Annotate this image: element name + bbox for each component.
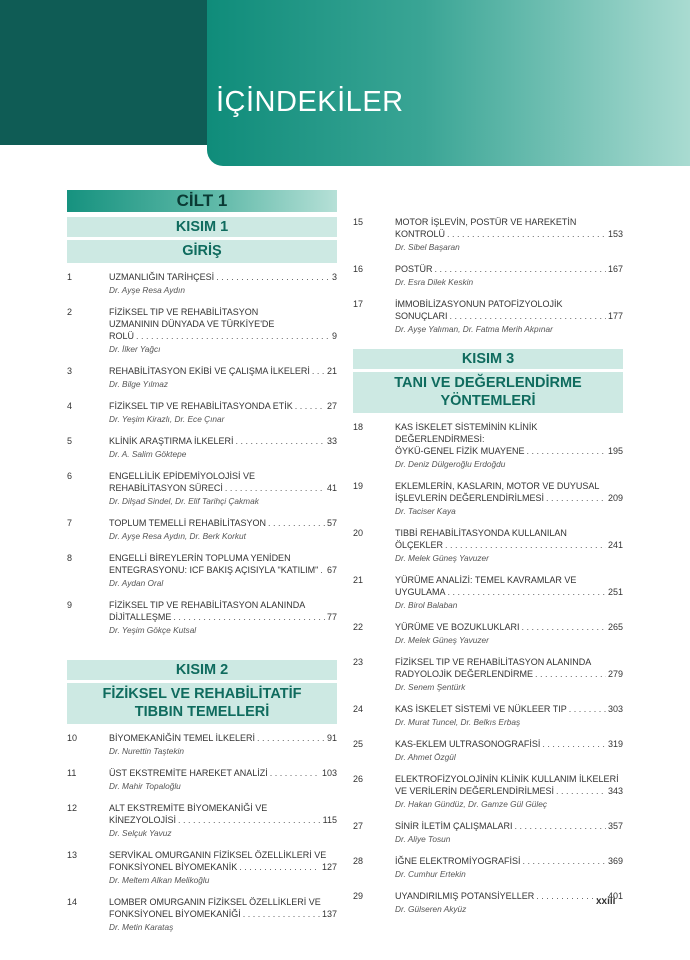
- chapter-title-last-line: [109, 861, 337, 873]
- chapter-title-line: İĞNE ELEKTROMİYOGRAFİSİ: [395, 856, 521, 866]
- chapter-body: [395, 773, 623, 810]
- chapter-body: [395, 421, 623, 470]
- chapter-number: 22: [353, 622, 364, 632]
- chapter-number: 4: [67, 401, 73, 411]
- chapter-number: 7: [67, 518, 73, 528]
- chapter-author: Dr. Yeşim Kirazlı, Dr. Ece Çınar: [109, 414, 225, 424]
- toc-entry: [67, 306, 337, 355]
- chapter-number: 17: [353, 299, 364, 309]
- chapter-body: [109, 306, 337, 355]
- chapter-title-line: FİZİKSEL TIP VE REHABİLİTASYON: [109, 307, 259, 317]
- chapter-number: 28: [353, 856, 364, 866]
- toc-entry: [67, 435, 337, 460]
- chapter-author: Dr. Cumhur Ertekin: [395, 869, 466, 879]
- chapter-author: Dr. Aliye Tosun: [395, 834, 451, 844]
- chapter-number: 2: [67, 307, 73, 317]
- chapter-title-line: KAS İSKELET SİSTEMİ VE NÜKLEER TIP: [395, 704, 567, 714]
- leader-dots: [515, 820, 606, 832]
- section-heading: [353, 349, 623, 413]
- chapter-page-number: 209: [607, 493, 623, 503]
- chapter-title-last-line: [395, 445, 623, 457]
- chapter-page-number: 177: [607, 311, 623, 321]
- toc-entry: [353, 480, 623, 517]
- chapter-title-last-line: [395, 890, 623, 902]
- chapter-page-number: 279: [607, 669, 623, 679]
- chapter-page-number: 167: [607, 264, 623, 274]
- chapter-title-last-line: [395, 703, 623, 715]
- chapter-number: 29: [353, 891, 364, 901]
- chapter-author: Dr. Metin Karataş: [109, 922, 174, 932]
- chapter-title-last-line: [395, 785, 623, 797]
- chapter-page-number: 195: [607, 446, 623, 456]
- chapter-number: 14: [67, 897, 78, 907]
- chapter-author: Dr. Melek Güneş Yavuzer: [395, 553, 489, 563]
- chapter-number: 12: [67, 803, 78, 813]
- chapter-title-line: FONKSİYONEL BİYOMEKANİK: [109, 862, 238, 872]
- toc-left-column: [67, 190, 337, 943]
- chapter-title-last-line: [109, 330, 337, 342]
- chapter-title-line: KLİNİK ARAŞTIRMA İLKELERİ: [109, 436, 234, 446]
- leader-dots: [569, 703, 606, 715]
- chapter-author: Dr. Ahmet Özgül: [395, 752, 456, 762]
- chapter-title-line: TIBBİ REHABİLİTASYONDA KULLANILAN: [395, 528, 567, 538]
- chapter-title-last-line: [395, 228, 623, 240]
- toc-entry: [67, 517, 337, 542]
- chapter-title-last-line: [109, 611, 337, 623]
- chapter-page-number: 9: [331, 331, 337, 341]
- leader-dots: [225, 482, 325, 494]
- chapter-page-number: 91: [326, 733, 337, 743]
- chapter-page-number: 77: [326, 612, 337, 622]
- toc-entry: [353, 855, 623, 880]
- chapter-title-last-line: [109, 564, 337, 576]
- chapter-page-number: 153: [607, 229, 623, 239]
- chapter-body: [109, 271, 337, 296]
- toc-entry: [353, 527, 623, 564]
- toc-entry: [353, 890, 623, 915]
- leader-dots: [556, 785, 606, 797]
- chapter-title-last-line: [109, 271, 337, 283]
- chapter-title-line: ALT EKSTREMİTE BİYOMEKANİĞİ VE: [109, 803, 268, 813]
- chapter-number: 15: [353, 217, 364, 227]
- chapter-page-number: 401: [607, 891, 623, 901]
- chapter-number: 3: [67, 366, 73, 376]
- toc-entry: [353, 738, 623, 763]
- chapter-author: Dr. Ayşe Resa Aydın, Dr. Berk Korkut: [109, 531, 246, 541]
- section-title: [67, 240, 337, 263]
- chapter-title-line: BİYOMEKANİĞİN TEMEL İLKELERİ: [109, 733, 256, 743]
- chapter-page-number: 357: [607, 821, 623, 831]
- chapter-body: [109, 435, 337, 460]
- toc-entry: [67, 896, 337, 933]
- chapter-page-number: 57: [326, 518, 337, 528]
- chapter-title-line: KAS İSKELET SİSTEMİNİN KLİNİK DEĞERLENDİRMESİ:: [395, 422, 538, 444]
- chapter-title-line: UZMANININ DÜNYADA VE TÜRKİYE'DE: [109, 319, 275, 329]
- toc-entry: [353, 216, 623, 253]
- chapter-title-line: KONTROLÜ: [395, 229, 446, 239]
- toc-entry: [353, 703, 623, 728]
- chapter-title-last-line: [109, 732, 337, 744]
- chapter-title-line: LOMBER OMURGANIN FİZİKSEL ÖZELLİKLERİ VE: [109, 897, 321, 907]
- chapter-title-line: KAS-EKLEM ULTRASONOGRAFİSİ: [395, 739, 541, 749]
- chapter-title-line: DİJİTALLEŞME: [109, 612, 172, 622]
- chapter-title-line: SİNİR İLETİM ÇALIŞMALARI: [395, 821, 513, 831]
- chapter-author: Dr. Birol Balaban: [395, 600, 458, 610]
- chapter-title-line: FİZİKSEL TIP VE REHABİLİTASYONDA ETİK: [109, 401, 293, 411]
- chapter-number: 26: [353, 774, 364, 784]
- chapter-number: 10: [67, 733, 78, 743]
- header-gradient-band: [207, 0, 690, 166]
- chapter-title-last-line: [395, 586, 623, 598]
- leader-dots: [243, 908, 320, 920]
- chapter-body: [109, 732, 337, 757]
- chapter-author: Dr. İlker Yağcı: [109, 344, 161, 354]
- chapter-title-line: ÖLÇEKLER: [395, 540, 444, 550]
- chapter-number: 11: [67, 768, 77, 778]
- chapter-body: [395, 263, 623, 288]
- section-heading: [67, 217, 337, 263]
- chapter-number: 6: [67, 471, 73, 481]
- chapter-title-line: REHABİLİTASYON SÜRECİ: [109, 483, 223, 493]
- leader-dots: [445, 539, 606, 551]
- leader-dots: [295, 400, 325, 412]
- chapter-title-line: FİZİKSEL TIP VE REHABİLİTASYON ALANINDA: [109, 600, 306, 610]
- toc-entry: [67, 767, 337, 792]
- chapter-body: [395, 738, 623, 763]
- chapter-title-line: FONKSİYONEL BİYOMEKANİĞİ: [109, 909, 241, 919]
- chapter-title-line: FİZİKSEL TIP VE REHABİLİTASYON ALANINDA: [395, 657, 592, 667]
- chapter-page-number: 343: [607, 786, 623, 796]
- chapter-page-number: 369: [607, 856, 623, 866]
- leader-dots: [236, 435, 325, 447]
- toc-entry: [67, 849, 337, 886]
- chapter-page-number: 103: [321, 768, 337, 778]
- chapter-title-last-line: [395, 738, 623, 750]
- chapter-title-line: POSTÜR: [395, 264, 433, 274]
- chapter-page-number: 251: [607, 587, 623, 597]
- chapter-title-last-line: [395, 855, 623, 867]
- chapter-author: Dr. Esra Dilek Keskin: [395, 277, 474, 287]
- toc-entry: [353, 263, 623, 288]
- section-label: KISIM 2: [67, 660, 337, 680]
- chapter-title-line: ÖYKÜ-GENEL FİZİK MUAYENE: [395, 446, 525, 456]
- chapter-body: [395, 216, 623, 253]
- chapter-body: [395, 527, 623, 564]
- chapter-author: Dr. Dilşad Sindel, Dr. Elif Tarihçi Çakmak: [109, 496, 259, 506]
- chapter-author: Dr. Senem Şentürk: [395, 682, 466, 692]
- chapter-body: [109, 849, 337, 886]
- chapter-author: Dr. Melek Güneş Yavuzer: [395, 635, 489, 645]
- chapter-page-number: 241: [607, 540, 623, 550]
- chapter-title-line: KİNEZYOLOJİSİ: [109, 815, 177, 825]
- chapter-title-line: MOTOR İŞLEVİN, POSTÜR VE HAREKETİN: [395, 217, 577, 227]
- chapter-number: 5: [67, 436, 73, 446]
- chapter-title-line: TOPLUM TEMELLİ REHABİLİTASYON: [109, 518, 267, 528]
- chapter-title-line: VE VERİLERİN DEĞERLENDİRİLMESİ: [395, 786, 555, 796]
- page-number: xxiii: [596, 896, 616, 907]
- chapter-number: 1: [67, 272, 73, 282]
- chapter-number: 19: [353, 481, 364, 491]
- toc-entry: [353, 820, 623, 845]
- toc-entry: [67, 552, 337, 589]
- chapter-title-line: YÜRÜME VE BOZUKLUKLARI: [395, 622, 520, 632]
- chapter-body: [109, 599, 337, 636]
- leader-dots: [216, 271, 330, 283]
- chapter-body: [395, 890, 623, 915]
- leader-dots: [178, 814, 321, 826]
- leader-dots: [239, 861, 320, 873]
- chapter-body: [109, 517, 337, 542]
- chapter-number: 27: [353, 821, 364, 831]
- chapter-title-line: ÜST EKSTREMİTE HAREKET ANALİZİ: [109, 768, 268, 778]
- chapter-author: Dr. Bilge Yılmaz: [109, 379, 169, 389]
- chapter-number: 23: [353, 657, 364, 667]
- chapter-title-line: YÜRÜME ANALİZİ: TEMEL KAVRAMLAR VE: [395, 575, 577, 585]
- section-title-line: FİZİKSEL VE REHABİLİTATİF: [102, 686, 302, 702]
- toc-entry: [67, 470, 337, 507]
- chapter-number: 16: [353, 264, 364, 274]
- chapter-author: Dr. Taciser Kaya: [395, 506, 456, 516]
- chapter-number: 8: [67, 553, 73, 563]
- chapter-page-number: 115: [322, 815, 337, 825]
- toc-entry: [353, 298, 623, 335]
- chapter-body: [395, 574, 623, 611]
- chapter-title-last-line: [109, 365, 337, 377]
- chapter-author: Dr. Yeşim Gökçe Kutsal: [109, 625, 197, 635]
- section-title: [67, 683, 337, 724]
- chapter-title-last-line: [395, 539, 623, 551]
- chapter-title-line: REHABİLİTASYON EKİBİ VE ÇALIŞMA İLKELERİ: [109, 366, 310, 376]
- leader-dots: [527, 445, 606, 457]
- chapter-title-last-line: [109, 482, 337, 494]
- chapter-author: Dr. Sibel Başaran: [395, 242, 460, 252]
- toc-entry: [67, 400, 337, 425]
- chapter-author: Dr. Aydan Oral: [109, 578, 164, 588]
- toc-entry: [67, 732, 337, 757]
- chapter-body: [395, 656, 623, 693]
- chapter-body: [109, 365, 337, 390]
- leader-dots: [435, 263, 606, 275]
- toc-entry: [67, 365, 337, 390]
- section-title-line: TIBBIN TEMELLERİ: [134, 704, 270, 720]
- chapter-page-number: 127: [321, 862, 337, 872]
- chapter-page-number: 27: [326, 401, 337, 411]
- chapter-number: 18: [353, 422, 364, 432]
- section-title: [353, 372, 623, 413]
- chapter-author: Dr. Meltem Alkan Melikoğlu: [109, 875, 210, 885]
- chapter-title-last-line: [109, 517, 337, 529]
- chapter-body: [109, 400, 337, 425]
- leader-dots: [535, 668, 606, 680]
- chapter-title-last-line: [395, 263, 623, 275]
- chapter-title-last-line: [109, 767, 337, 779]
- chapter-title-line: ENGELLİ BİREYLERİN TOPLUMA YENİDEN: [109, 553, 291, 563]
- toc-entry: [67, 599, 337, 636]
- chapter-page-number: 21: [326, 366, 337, 376]
- leader-dots: [523, 855, 606, 867]
- toc-entry: [67, 271, 337, 296]
- chapter-body: [395, 298, 623, 335]
- chapter-title-line: ELEKTROFİZYOLOJİNİN KLİNİK KULLANIM İLKELERİ: [395, 774, 619, 784]
- chapter-author: Dr. Murat Tuncel, Dr. Belkıs Erbaş: [395, 717, 521, 727]
- chapter-title-last-line: [109, 908, 337, 920]
- chapter-body: [395, 855, 623, 880]
- chapter-body: [109, 767, 337, 792]
- chapter-title-line: İŞLEVLERİN DEĞERLENDİRİLMESİ: [395, 493, 545, 503]
- chapter-title-last-line: [109, 814, 337, 826]
- chapter-title-line: ENTEGRASYONU: ICF BAKIŞ AÇISIYLA "KATILIM": [109, 565, 319, 575]
- chapter-title-line: İMMOBİLİZASYONUN PATOFİZYOLOJİK: [395, 299, 563, 309]
- chapter-body: [109, 552, 337, 589]
- section-title-line: GİRİŞ: [182, 243, 222, 259]
- leader-dots: [522, 621, 606, 633]
- chapter-body: [395, 820, 623, 845]
- chapter-page-number: 265: [607, 622, 623, 632]
- chapter-author: Dr. Selçuk Yavuz: [109, 828, 172, 838]
- toc-entry: [353, 656, 623, 693]
- chapter-number: 20: [353, 528, 364, 538]
- header-dark-block: [0, 0, 207, 145]
- leader-dots: [447, 228, 606, 240]
- leader-dots: [450, 310, 606, 322]
- section-label: KISIM 1: [67, 217, 337, 237]
- chapter-page-number: 67: [326, 565, 337, 575]
- leader-dots: [320, 564, 325, 576]
- chapter-title-last-line: [395, 820, 623, 832]
- chapter-number: 13: [67, 850, 78, 860]
- toc-entry: [353, 574, 623, 611]
- chapter-page-number: 3: [331, 272, 337, 282]
- section-title-line: TANI VE DEĞERLENDİRME: [394, 375, 582, 391]
- toc-entry: [67, 802, 337, 839]
- leader-dots: [312, 365, 325, 377]
- chapter-page-number: 303: [607, 704, 623, 714]
- chapter-title-last-line: [109, 400, 337, 412]
- chapter-author: Dr. Hakan Gündüz, Dr. Gamze Gül Güleç: [395, 799, 548, 809]
- chapter-title-line: ENGELLİLİK EPİDEMİYOLOJİSİ VE: [109, 471, 256, 481]
- chapter-author: Dr. Ayşe Resa Aydın: [109, 285, 185, 295]
- chapter-page-number: 41: [326, 483, 337, 493]
- toc-entry: [353, 621, 623, 646]
- chapter-author: Dr. A. Salim Göktepe: [109, 449, 187, 459]
- chapter-title-line: UYANDIRILMIŞ POTANSİYELLER: [395, 891, 535, 901]
- chapter-title-line: UYGULAMA: [395, 587, 446, 597]
- chapter-author: Dr. Nurettin Taştekin: [109, 746, 185, 756]
- chapter-title-last-line: [395, 492, 623, 504]
- leader-dots: [136, 330, 330, 342]
- chapter-number: 25: [353, 739, 364, 749]
- toc-entry: [353, 773, 623, 810]
- chapter-title-line: EKLEMLERİN, KASLARIN, MOTOR VE DUYUSAL: [395, 481, 600, 491]
- chapter-body: [395, 621, 623, 646]
- section-label: KISIM 3: [353, 349, 623, 369]
- leader-dots: [546, 492, 606, 504]
- chapter-page-number: 319: [607, 739, 623, 749]
- volume-heading: CİLT 1: [67, 190, 337, 212]
- chapter-body: [109, 470, 337, 507]
- section-heading: [67, 660, 337, 724]
- leader-dots: [448, 586, 606, 598]
- chapter-body: [109, 802, 337, 839]
- chapter-page-number: 137: [321, 909, 337, 919]
- chapter-body: [395, 480, 623, 517]
- chapter-title-last-line: [395, 310, 623, 322]
- chapter-title-last-line: [109, 435, 337, 447]
- section-spacer: [67, 646, 337, 660]
- chapter-body: [395, 703, 623, 728]
- chapter-number: 24: [353, 704, 364, 714]
- chapter-title-line: SERVİKAL OMURGANIN FİZİKSEL ÖZELLİKLERİ VE: [109, 850, 327, 860]
- toc-entry: [353, 421, 623, 470]
- page-title: İÇİNDEKİLER: [216, 86, 404, 118]
- chapter-author: Dr. Deniz Dülgeroğlu Erdoğdu: [395, 459, 506, 469]
- leader-dots: [268, 517, 325, 529]
- chapter-author: Dr. Ayşe Yalıman, Dr. Fatma Merih Akpınar: [395, 324, 553, 334]
- leader-dots: [542, 738, 606, 750]
- chapter-title-last-line: [395, 621, 623, 633]
- chapter-page-number: 33: [326, 436, 337, 446]
- chapter-number: 9: [67, 600, 73, 610]
- toc-right-column: [353, 216, 623, 925]
- chapter-number: 21: [353, 575, 364, 585]
- leader-dots: [270, 767, 320, 779]
- chapter-author: Dr. Gülseren Akyüz: [395, 904, 467, 914]
- chapter-body: [109, 896, 337, 933]
- chapter-author: Dr. Mahir Topaloğlu: [109, 781, 181, 791]
- chapter-title-line: ROLÜ: [109, 331, 135, 341]
- leader-dots: [173, 611, 325, 623]
- section-title-line: YÖNTEMLERİ: [440, 393, 536, 409]
- chapter-title-line: SONUÇLARI: [395, 311, 448, 321]
- chapter-title-last-line: [395, 668, 623, 680]
- chapter-title-line: UZMANLIĞIN TARİHÇESİ: [109, 272, 215, 282]
- chapter-title-line: RADYOLOJİK DEĞERLENDİRME: [395, 669, 534, 679]
- leader-dots: [257, 732, 325, 744]
